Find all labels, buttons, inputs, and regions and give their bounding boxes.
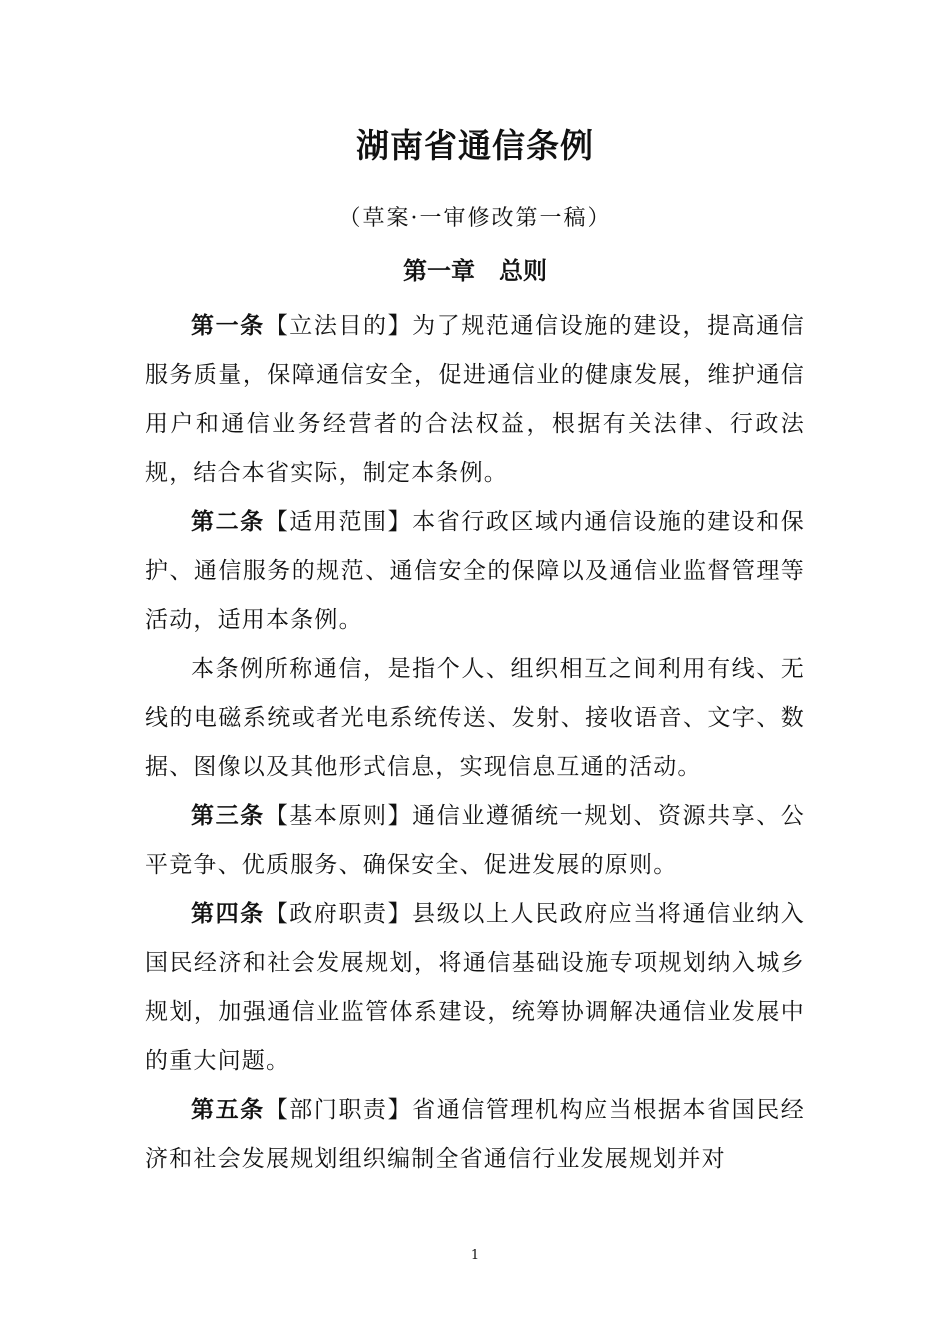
document-body bbox=[145, 302, 805, 1184]
article-paragraph bbox=[145, 890, 805, 1086]
document-title: 湖南省通信条例 bbox=[356, 126, 594, 165]
article-paragraph bbox=[145, 792, 805, 890]
chapter-heading: 第一章 总则 bbox=[403, 257, 547, 285]
article-text: 本条例所称通信，是指个人、组织相互之间利用有线、无线的电磁系统或者光电系统传送、发射、接收语音、文字、数据、图像以及其他形式信息，实现信息互通的活动。 bbox=[145, 656, 805, 780]
article-text: 【政府职责】县级以上人民政府应当将通信业纳入国民经济和社会发展规划，将通信基础设施专项规划纳入城乡规划，加强通信业监管体系建设，统筹协调解决通信业发展中的重大问题。 bbox=[145, 901, 805, 1074]
document-subtitle: （草案·一审修改第一稿） bbox=[338, 206, 612, 231]
article-text: 【适用范围】本省行政区域内通信设施的建设和保护、通信服务的规范、通信安全的保障以及通信业监督管理等活动，适用本条例。 bbox=[145, 509, 805, 633]
article-number: 第二条 bbox=[191, 509, 265, 535]
article-paragraph bbox=[145, 1086, 805, 1184]
article-paragraph bbox=[145, 498, 805, 645]
article-text: 【部门职责】省通信管理机构应当根据本省国民经济和社会发展规划组织编制全省通信行业发展规划并对 bbox=[145, 1097, 805, 1172]
article-text: 【立法目的】为了规范通信设施的建设，提高通信服务质量，保障通信安全，促进通信业的健康发展，维护通信用户和通信业务经营者的合法权益，根据有关法律、行政法规，结合本省实际，制定本条例。 bbox=[145, 313, 805, 486]
article-number: 第四条 bbox=[191, 901, 265, 927]
article-text: 【基本原则】通信业遵循统一规划、资源共享、公平竞争、优质服务、确保安全、促进发展的原则。 bbox=[145, 803, 805, 878]
article-paragraph bbox=[145, 302, 805, 498]
article-number: 第五条 bbox=[191, 1097, 265, 1123]
article-number: 第一条 bbox=[191, 313, 265, 339]
page-number: 1 bbox=[470, 1248, 480, 1263]
article-paragraph bbox=[145, 645, 805, 792]
article-number: 第三条 bbox=[191, 803, 265, 829]
